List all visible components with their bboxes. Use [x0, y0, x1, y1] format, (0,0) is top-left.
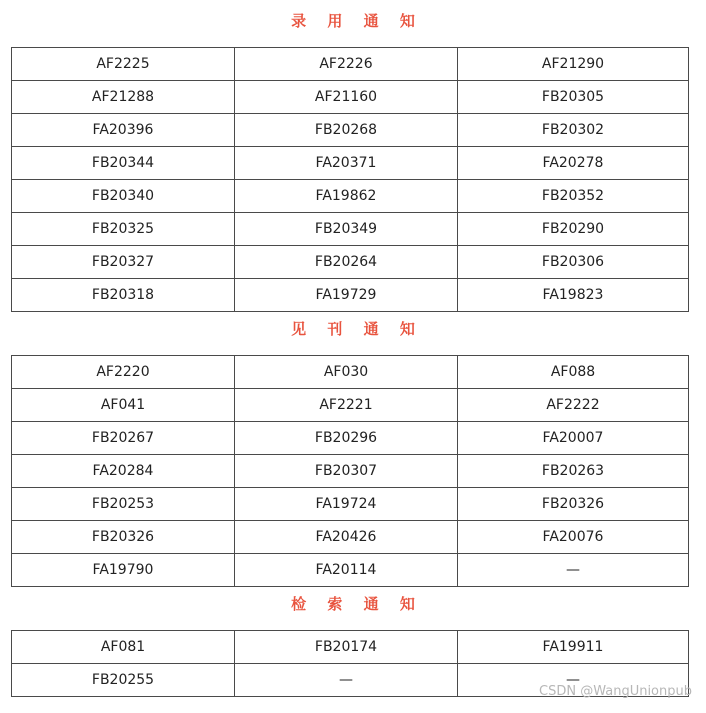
- table-cell: FB20326: [458, 488, 689, 521]
- table-cell: FA19911: [458, 631, 689, 664]
- table-cell: —: [458, 554, 689, 587]
- table-cell: FA19729: [235, 279, 458, 312]
- table-row: [12, 246, 689, 279]
- table-row: [12, 488, 689, 521]
- table-cell: AF21160: [235, 81, 458, 114]
- table-cell: FB20263: [458, 455, 689, 488]
- table-cell: FB20349: [235, 213, 458, 246]
- table-cell: AF081: [12, 631, 235, 664]
- table-cell: FB20302: [458, 114, 689, 147]
- table-cell: FA19790: [12, 554, 235, 587]
- table-cell: FB20325: [12, 213, 235, 246]
- publication-notice-table: [11, 355, 689, 587]
- table-cell: FB20290: [458, 213, 689, 246]
- table-row: [12, 147, 689, 180]
- table-cell: FA20426: [235, 521, 458, 554]
- table-row: [12, 356, 689, 389]
- table-cell: FB20340: [12, 180, 235, 213]
- table-row: [12, 455, 689, 488]
- table-row: [12, 279, 689, 312]
- table-cell: FB20307: [235, 455, 458, 488]
- table-row: [12, 81, 689, 114]
- table-row: [12, 48, 689, 81]
- table-cell: FA20114: [235, 554, 458, 587]
- table-cell: FB20296: [235, 422, 458, 455]
- table-cell: FB20344: [12, 147, 235, 180]
- table-cell: FB20352: [458, 180, 689, 213]
- table-cell: AF2220: [12, 356, 235, 389]
- section-title-indexing: 检 索 通 知: [291, 595, 423, 613]
- section-title-acceptance: 录 用 通 知: [291, 12, 423, 30]
- table-cell: FA20396: [12, 114, 235, 147]
- table-cell: FB20306: [458, 246, 689, 279]
- table-cell: AF088: [458, 356, 689, 389]
- table-row: [12, 389, 689, 422]
- table-cell: —: [458, 664, 689, 697]
- table-cell: AF2222: [458, 389, 689, 422]
- table-cell: FA20371: [235, 147, 458, 180]
- table-row: [12, 521, 689, 554]
- table-cell: AF2225: [12, 48, 235, 81]
- table-cell: FA19823: [458, 279, 689, 312]
- table-cell: FB20264: [235, 246, 458, 279]
- acceptance-notice-table: [11, 47, 689, 312]
- table-cell: FB20327: [12, 246, 235, 279]
- table-row: [12, 554, 689, 587]
- table-cell: FA20076: [458, 521, 689, 554]
- table-cell: FA20278: [458, 147, 689, 180]
- table-cell: FB20253: [12, 488, 235, 521]
- table-row: [12, 213, 689, 246]
- table-cell: FA19724: [235, 488, 458, 521]
- table-cell: AF21288: [12, 81, 235, 114]
- table-cell: FA20284: [12, 455, 235, 488]
- table-cell: AF2226: [235, 48, 458, 81]
- table-cell: FB20326: [12, 521, 235, 554]
- table-cell: AF2221: [235, 389, 458, 422]
- section-title-publication: 见 刊 通 知: [291, 320, 423, 338]
- table-cell: AF030: [235, 356, 458, 389]
- table-row: [12, 180, 689, 213]
- table-cell: —: [235, 664, 458, 697]
- table-cell: FB20318: [12, 279, 235, 312]
- table-cell: FB20267: [12, 422, 235, 455]
- table-cell: FB20255: [12, 664, 235, 697]
- table-cell: FA20007: [458, 422, 689, 455]
- csdn-watermark: CSDN @WangUnionpub: [539, 684, 692, 699]
- table-cell: FB20268: [235, 114, 458, 147]
- table-cell: FB20305: [458, 81, 689, 114]
- table-cell: AF21290: [458, 48, 689, 81]
- table-row: [12, 422, 689, 455]
- table-cell: FB20174: [235, 631, 458, 664]
- table-row: [12, 114, 689, 147]
- table-row: [12, 631, 689, 664]
- table-cell: AF041: [12, 389, 235, 422]
- table-cell: FA19862: [235, 180, 458, 213]
